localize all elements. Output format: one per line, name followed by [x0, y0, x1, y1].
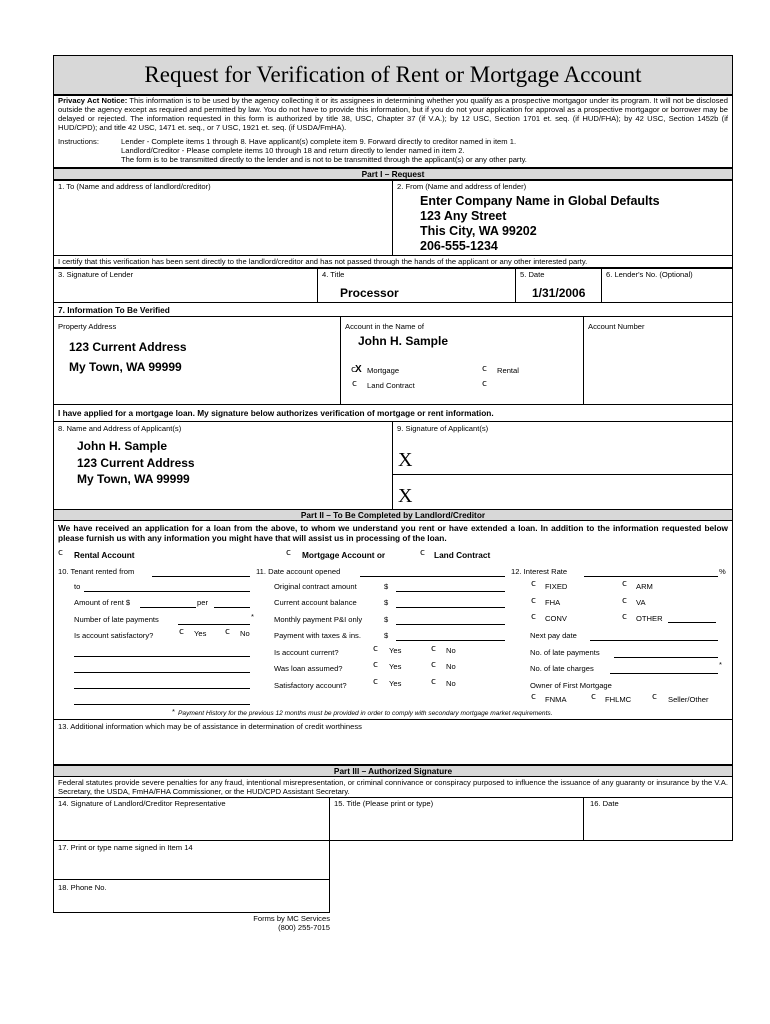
current-no-label: No	[446, 646, 456, 655]
owner-label: Owner of First Mortgage	[530, 681, 612, 690]
assumed-no-checkbox[interactable]: c	[431, 660, 436, 670]
comment-line[interactable]	[74, 704, 250, 705]
late-charges-field[interactable]	[610, 673, 718, 674]
item9-label: 9. Signature of Applicant(s)	[397, 424, 489, 433]
fha-checkbox[interactable]: c	[531, 596, 536, 606]
item5-label: 5. Date	[520, 270, 545, 279]
late-charges-asterisk: *	[719, 660, 722, 669]
tenant-from-field[interactable]	[152, 576, 250, 577]
fixed-checkbox[interactable]: c	[531, 579, 536, 589]
rental-label: Rental	[497, 366, 519, 375]
title-value: Processor	[340, 286, 399, 300]
item9-box	[392, 421, 733, 510]
satisfactory-yes-checkbox[interactable]: c	[179, 627, 184, 637]
rental-account-label: Rental Account	[74, 550, 135, 560]
comment-line[interactable]	[74, 672, 250, 673]
divider	[583, 316, 584, 405]
late-charges-label: No. of late charges	[530, 664, 594, 673]
land-contract2-label: Land Contract	[434, 550, 491, 560]
fhlmc-checkbox[interactable]: c	[591, 692, 596, 702]
item11-label: 11. Date account opened	[256, 567, 341, 576]
mortgage-account-label: Mortgage Account or	[302, 550, 386, 560]
footnote-asterisk: *	[172, 707, 175, 716]
satisfactory2-label: Satisfactory account?	[274, 681, 347, 690]
late-payments-label: Number of late payments	[74, 615, 159, 624]
satisfactory-no-label: No	[240, 629, 250, 638]
section7-header-text: 7. Information To Be Verified	[58, 305, 170, 315]
rental-account-checkbox[interactable]: c	[58, 548, 63, 558]
fnma-checkbox[interactable]: c	[531, 692, 536, 702]
part3-header-text: Part III – Authorized Signature	[333, 766, 453, 776]
lender-name: Enter Company Name in Global Defaults	[420, 194, 660, 208]
late-payments-field[interactable]	[178, 624, 250, 625]
satisfactory2-no-checkbox[interactable]: c	[431, 677, 436, 687]
other-label: OTHER	[636, 614, 663, 623]
blank-checkbox[interactable]: c	[482, 379, 487, 389]
satisfactory2-yes-checkbox[interactable]: c	[373, 677, 378, 687]
satisfactory-yes-label: Yes	[194, 629, 207, 638]
lender-street: 123 Any Street	[420, 209, 507, 223]
account-name-label: Account in the Name of	[345, 322, 424, 331]
conv-checkbox[interactable]: c	[531, 612, 536, 622]
part2-header-text: Part II – To Be Completed by Landlord/Creditor	[300, 510, 486, 520]
dollar-sign: $	[384, 598, 389, 607]
land-contract-checkbox[interactable]: c	[352, 379, 357, 389]
item8-label: 8. Name and Address of Applicant(s)	[58, 424, 182, 433]
fixed-label: FIXED	[545, 582, 568, 591]
arm-label: ARM	[636, 582, 653, 591]
fnma-label: FNMA	[545, 695, 567, 704]
item13-label: 13. Additional information which may be of assistance in determination of credit worthiness	[58, 722, 362, 731]
signature-x2[interactable]: X	[398, 485, 413, 507]
privacy-label: Privacy Act Notice:	[58, 96, 128, 105]
certify-text: I certify that this verification has been sent directly to the landlord/creditor and has not passed through the hands of the applicant or any other interested party.	[58, 257, 588, 266]
next-pay-field[interactable]	[590, 640, 718, 641]
signature-line1	[392, 474, 733, 475]
property-address-label: Property Address	[58, 322, 117, 331]
arm-checkbox[interactable]: c	[622, 579, 627, 589]
item3-label: 3. Signature of Lender	[58, 270, 134, 279]
section7-header	[53, 302, 733, 317]
title-bar	[53, 55, 733, 95]
rent-per-field[interactable]	[214, 607, 250, 608]
balance-label: Current account balance	[274, 598, 357, 607]
land-contract2-checkbox[interactable]: c	[420, 548, 425, 558]
instructions-label: Instructions:	[58, 137, 99, 146]
part3-warning: Federal statutes provide severe penalties for any fraud, intentional misrepresentation, or criminal connivance or conspiracy purposed to influence the issuance of any guaranty or insurance by the V.A. Secretary, the USDA, FmHA/FHA Commissioner, or the HUD/CPD Assistant Secretary.	[58, 778, 728, 796]
mortgage-check-mark: X	[355, 364, 362, 375]
footer-line2: (800) 255-7015	[278, 923, 330, 932]
privacy-notice	[58, 96, 728, 132]
other-field[interactable]	[668, 622, 716, 623]
dollar-sign: $	[384, 582, 389, 591]
divider	[340, 316, 341, 405]
item2-label: 2. From (Name and address of lender)	[397, 182, 527, 191]
per-label: per	[197, 598, 208, 607]
item6-label: 6. Lender's No. (Optional)	[606, 270, 693, 279]
privacy-text: This information is to be used by the agency collecting it or its assignees in determining whether you qualify as a prospective mortgagor under its program. It will not be disclosed outside the agency except as required and permitted by law. You do not have to provide this information, but if you do not your application for approval as a prospective mortgagor or borrower may be delayed or rejected. The information requested in this form is authorized by title 38, USC, Chapter 37 (if V.A.); by 12 USC, Section 1701 et. seq. (if HUD/FHA); by 42 USC, Section 1452b (if HUD/CPD); and title 42 USC, 1471 et. seq., or 7 USC, 1921 et. seq. (if USDA/FmHA).	[58, 96, 728, 132]
next-pay-label: Next pay date	[530, 631, 577, 640]
part2-intro: We have received an application for a loan from the above, to whom we understand you rent or have extended a loan. In addition to the information requested below please furnish us with any information you might have that will assist us in processing of the loan.	[58, 523, 728, 543]
rent-amount-field[interactable]	[140, 607, 196, 608]
item12-label: 12. Interest Rate	[511, 567, 568, 576]
late-payments-asterisk: *	[251, 612, 254, 621]
item15-label: 15. Title (Please print or type)	[334, 799, 434, 808]
item18-label: 18. Phone No.	[58, 883, 107, 892]
seller-other-checkbox[interactable]: c	[652, 692, 657, 702]
footer-line1: Forms by MC Services	[253, 914, 330, 923]
satisfactory2-no-label: No	[446, 679, 456, 688]
dollar-sign: $	[384, 615, 389, 624]
va-label: VA	[636, 598, 646, 607]
comment-line[interactable]	[74, 688, 250, 689]
date-value: 1/31/2006	[532, 286, 586, 300]
assumed-yes-label: Yes	[389, 662, 402, 671]
taxes-field[interactable]	[396, 640, 505, 641]
rent-label: Amount of rent $	[74, 598, 131, 607]
footnote-text: Payment History for the previous 12 months must be provided in order to comply with secondary mortgage market requirements.	[178, 710, 553, 717]
monthly-pi-label: Monthly payment P&I only	[274, 615, 363, 624]
applicant-name: John H. Sample	[77, 439, 168, 453]
page-title: Request for Verification of Rent or Mortgage Account	[144, 62, 642, 87]
satisfactory2-yes-label: Yes	[389, 679, 402, 688]
current-yes-checkbox[interactable]: c	[373, 644, 378, 654]
orig-amount-label: Original contract amount	[274, 582, 357, 591]
lender-phone: 206-555-1234	[420, 239, 498, 253]
land-contract-label: Land Contract	[367, 381, 415, 390]
va-checkbox[interactable]: c	[622, 596, 627, 606]
satisfactory-no-checkbox[interactable]: c	[225, 627, 230, 637]
part1-header-text: Part I – Request	[361, 169, 425, 179]
instructions-line3: The form is to be transmitted directly to the lender and is not to be transmitted through the applicant(s) or any other party.	[121, 155, 527, 164]
mortgage-account-checkbox[interactable]: c	[286, 548, 291, 558]
num-late-field[interactable]	[614, 657, 718, 658]
num-late-label: No. of late payments	[530, 648, 600, 657]
property-line1: 123 Current Address	[69, 340, 187, 354]
instructions-line2: Landlord/Creditor - Please complete items 10 through 18 and return directly to lender named in item 2.	[121, 146, 465, 155]
seller-other-label: Seller/Other	[668, 695, 709, 704]
comment-line[interactable]	[74, 656, 250, 657]
satisfactory-label: Is account satisfactory?	[74, 631, 154, 640]
applicant-street: 123 Current Address	[77, 456, 195, 470]
item16-label: 16. Date	[590, 799, 619, 808]
assumed-yes-checkbox[interactable]: c	[373, 660, 378, 670]
item1-label: 1. To (Name and address of landlord/creditor)	[58, 182, 211, 191]
item14-label: 14. Signature of Landlord/Creditor Representative	[58, 799, 226, 808]
taxes-label: Payment with taxes & ins.	[274, 631, 361, 640]
rental-checkbox[interactable]: c	[482, 364, 487, 374]
item17-label: 17. Print or type name signed in Item 14	[58, 843, 193, 852]
fha-label: FHA	[545, 598, 561, 607]
fhlmc-label: FHLMC	[605, 695, 632, 704]
assumed-label: Was loan assumed?	[274, 664, 343, 673]
tenant-to-field[interactable]	[84, 591, 250, 592]
monthly-pi-field[interactable]	[396, 624, 505, 625]
orig-amount-field[interactable]	[396, 591, 505, 592]
part1-header	[53, 168, 733, 180]
item10-label: 10. Tenant rented from	[58, 567, 135, 576]
current-label: Is account current?	[274, 648, 339, 657]
to-label: to	[74, 582, 81, 591]
mortgage-checkbox[interactable]: c	[351, 365, 356, 375]
current-yes-label: Yes	[389, 646, 402, 655]
property-line2: My Town, WA 99999	[69, 360, 182, 374]
item4-label: 4. Title	[322, 270, 345, 279]
mortgage-label: Mortgage	[367, 366, 400, 375]
lender-city: This City, WA 99202	[420, 224, 537, 238]
account-name: John H. Sample	[358, 334, 449, 348]
dollar-sign: $	[384, 631, 389, 640]
percent-sign: %	[719, 567, 726, 576]
date-opened-field[interactable]	[360, 576, 505, 577]
conv-label: CONV	[545, 614, 567, 623]
balance-field[interactable]	[396, 607, 505, 608]
assumed-no-label: No	[446, 662, 456, 671]
other-checkbox[interactable]: c	[622, 612, 627, 622]
applicant-city: My Town, WA 99999	[77, 472, 190, 486]
instructions-line1: Lender - Complete items 1 through 8. Have applicant(s) complete item 9. Forward directly to creditor named in item 1.	[121, 137, 517, 146]
interest-rate-field[interactable]	[584, 576, 718, 577]
current-no-checkbox[interactable]: c	[431, 644, 436, 654]
account-number-label: Account Number	[588, 322, 645, 331]
applied-statement: I have applied for a mortgage loan. My signature below authorizes verification of mortgage or rent information.	[58, 408, 494, 418]
signature-x1[interactable]: X	[398, 449, 413, 471]
item1-box	[53, 180, 393, 256]
